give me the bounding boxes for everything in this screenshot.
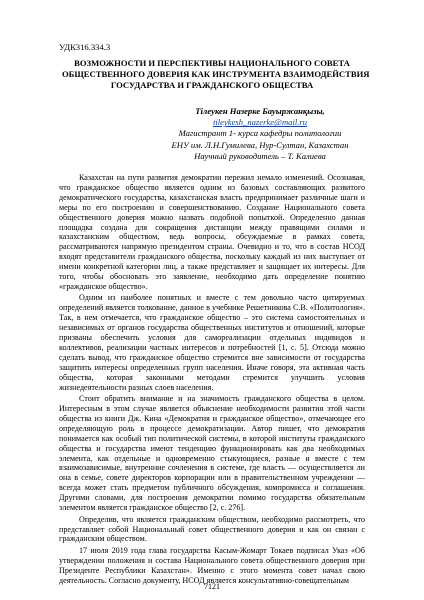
author-name: Тілеукен Назерке Бауыржанқызы, [195,106,325,116]
paragraph: Определив, что является гражданским обществом, необходимо рассмотреть, что представляет собой Национальный совет общественного доверия и как он связан с гражданским обществом. [59,514,365,544]
paragraph: Одним из наиболее понятных и вместе с тем довольно часто цитируемых определений является толкование, данное в учебнике Решетникова С.В. «Политология». Так, в нем отмечается, что гражданское общество – это система самостоятельных и независимых от органов государства общественных институтов и отношений, которые призваны обеспечить условия для самореализации отдельных индивидов и коллективов, реализации частных интересов и потребностей [1, с. 5]. Отсюда можно сделать вывод, что гражданское общество стремится вне зависимости от государства защитить интересы определенных групп населения. Иначе говоря, эта активная часть общества, которая законными методами стремится улучшить условия жизнедеятельности разных слоев населения. [59,293,365,392]
author-affiliation: Магистрант 1- курса кафедры политологии [178,128,342,139]
author-block [160,106,360,162]
author-university: ЕНУ им. Л.Н.Гумилева, Нур-Султан, Казахстан [171,139,349,150]
paragraph: Стоит обратить внимание и на значимость гражданского общества в целом. Интересным в этом случае является объяснение необходимости развития этой части общества из книги Дж. Кина «Демократия и гражданское общество», отмечающее его определяющую роль в процессе демократизации. Автор пишет, что демократия понимается как особый тип политической системы, в которой институты гражданского общества и государства имеют тенденцию функционировать как два необходимых элемента, как отдельные и одновременно стыкующиеся, разные и вместе с тем взаимозависимые, внутренние сочленения в системе, где власть — осуществляется ли она в семье, совете директоров корпорации или в правительственном учреждении — всегда может стать предметом публичного обсуждения, компромисса и соглашения. Другими словами, для построения демократии помимо государства обязательным элементом является гражданское общество [2, с. 276]. [59,394,365,513]
page-number: 7121 [204,582,220,591]
title-line: ВОЗМОЖНОСТИ И ПЕРСПЕКТИВЫ НАЦИОНАЛЬНОГО СОВЕТА [74,58,350,68]
author-email-link[interactable]: tileykesh_nazerke@mail.ru [212,117,308,128]
paragraph: Казахстан на пути развития демократии пережил немало изменений. Осознавая, что гражданское общество является одним из базовых составляющих развитого демократического государства, казахстанская власть предпринимает различные шаги и меры по его построению и совершенствованию. Создание Национального совета общественного доверия можно назвать подобной попыткой. Определенно данная площадка создана для сокращения дистанции между правящими силами и казахстанским обществом, ведь вопросы, обсуждаемые в рамках совета, рассматриваются напрямую президентом страны. Очевидно и то, что в состав НСОД входят представители гражданского общества, поскольку каждый из них выступает от имени конкретной категории лиц, а также представляет и защищает их интересы. Для того, чтобы обосновать это заявление, необходимо дать определение понятию «гражданское общество». [59,173,365,291]
article-body [59,173,365,587]
article-title [62,58,370,91]
title-line: ГОСУДАРСТВА И ГРАЖДАНСКОГО ОБЩЕСТВА [110,80,314,90]
title-line: ОБЩЕСТВЕННОГО ДОВЕРИЯ КАК ИНСТРУМЕНТА ВЗАИМОДЕЙСТВИЯ [62,69,370,79]
udk-code: УДК316.334.3 [59,42,111,52]
author-supervisor: Научный руководитель – Т. Калиева [194,150,326,161]
paragraph: 17 июля 2019 года глава государства Касым-Жомарт Токаев подписал Указ «Об утверждении положения и состава Национального совета общественного доверия при Президенте Республики Казахстан». Именно с этого момента совет начал свою деятельность. Согласно документу, НСОД является консультативно-совещательным [59,545,365,585]
